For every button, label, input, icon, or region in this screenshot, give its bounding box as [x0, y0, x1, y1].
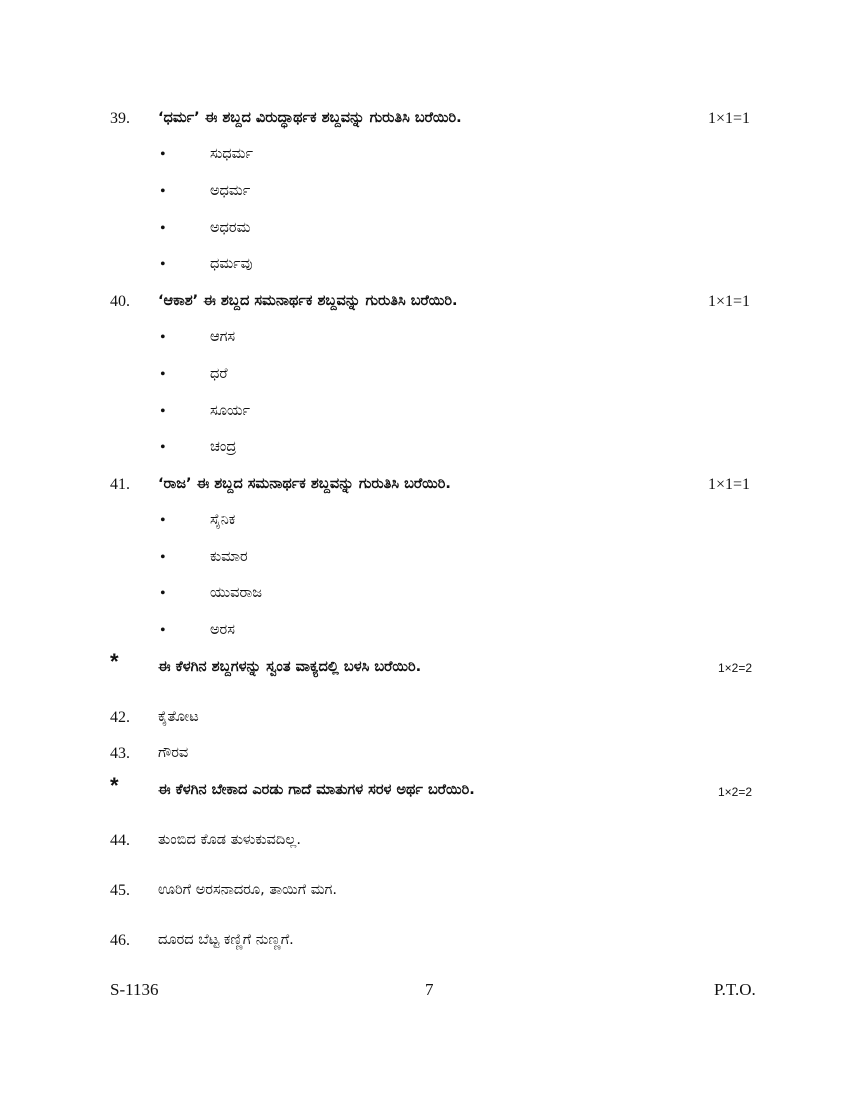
option-text: ಯುವರಾಜ: [210, 585, 262, 601]
section-marks: 1×2=2: [718, 785, 753, 799]
question-number: 45.: [110, 882, 130, 899]
bullet-icon: •: [160, 146, 166, 163]
bullet-icon: •: [160, 549, 166, 566]
question-number: 44.: [110, 832, 130, 849]
question-text: ‘ಆಕಾಶ’ ಈ ಶಬ್ದದ ಸಮನಾರ್ಥಕ ಶಬ್ದವನ್ನು ಗುರುತಿಸಿ ಬರೆಯಿರಿ.: [158, 293, 458, 309]
bullet-icon: •: [160, 220, 166, 237]
bullet-icon: •: [160, 585, 166, 602]
bullet-icon: •: [160, 622, 166, 639]
option-text: ಅಧರಮ: [210, 220, 251, 236]
asterisk-icon: *: [110, 773, 119, 798]
question-text: ‘ರಾಜ’ ಈ ಶಬ್ದದ ಸಮನಾರ್ಥಕ ಶಬ್ದವನ್ನು ಗುರುತಿಸಿ ಬರೆಯಿರಿ.: [158, 476, 451, 492]
question-number: 43.: [110, 745, 130, 762]
page-number: 7: [425, 980, 434, 999]
question-text: ‘ಧರ್ಮ’ ಈ ಶಬ್ದದ ವಿರುದ್ಧಾರ್ಥಕ ಶಬ್ದವನ್ನು ಗುರುತಿಸಿ ಬರೆಯಿರಿ.: [158, 110, 462, 126]
bullet-icon: •: [160, 183, 166, 200]
option-text: ಧರ್ಮವು: [210, 256, 253, 272]
section-instruction: ಈ ಕೆಳಗಿನ ಬೇಕಾದ ಎರಡು ಗಾದೆ ಮಾತುಗಳ ಸರಳ ಅರ್ಥ ಬರೆಯಿರಿ.: [158, 782, 475, 798]
bullet-icon: •: [160, 256, 166, 273]
question-number: 40.: [110, 293, 130, 310]
option-text: ಅರಸ: [210, 622, 235, 638]
question-number: 42.: [110, 709, 130, 726]
question-text: ದೂರದ ಬೆಟ್ಟ ಕಣ್ಣಿಗೆ ನುಣ್ಣಗೆ.: [158, 932, 294, 948]
footer-code: S-1136: [110, 980, 159, 999]
question-number: 39.: [110, 110, 130, 127]
question-marks: 1×1=1: [708, 110, 751, 127]
question-text: ಊರಿಗೆ ಅರಸನಾದರೂ, ತಾಯಿಗೆ ಮಗ.: [158, 882, 337, 898]
option-text: ಸೈನಿಕ: [210, 512, 236, 528]
question-number: 46.: [110, 932, 130, 949]
bullet-icon: •: [160, 512, 166, 529]
option-text: ಕುಮಾರ: [210, 549, 248, 565]
asterisk-icon: *: [110, 649, 119, 674]
section-marks: 1×2=2: [718, 661, 753, 675]
option-text: ಆಗಸ: [210, 329, 236, 345]
question-text: ಗೌರವ: [158, 745, 189, 761]
question-marks: 1×1=1: [708, 293, 751, 310]
footer-pto: P.T.O.: [714, 980, 756, 999]
option-text: ಧರೆ: [210, 366, 228, 382]
section-instruction: ಈ ಕೆಳಗಿನ ಶಬ್ದಗಳನ್ನು ಸ್ವಂತ ವಾಕ್ಯದಲ್ಲಿ ಬಳಸಿ ಬರೆಯಿರಿ.: [158, 659, 422, 675]
option-text: ಚಂದ್ರ: [210, 439, 237, 455]
bullet-icon: •: [160, 366, 166, 383]
bullet-icon: •: [160, 329, 166, 346]
question-text: ಕೈತೋಟ: [158, 709, 199, 725]
question-number: 41.: [110, 476, 130, 493]
question-text: ತುಂಬಿದ ಕೊಡ ತುಳುಕುವದಿಲ್ಲ.: [158, 832, 301, 848]
bullet-icon: •: [160, 403, 166, 420]
bullet-icon: •: [160, 439, 166, 456]
option-text: ಅಧರ್ಮ: [210, 183, 251, 199]
option-text: ಸೂರ್ಯ: [210, 403, 250, 419]
option-text: ಸುಧರ್ಮ: [210, 146, 253, 162]
question-marks: 1×1=1: [708, 476, 751, 493]
